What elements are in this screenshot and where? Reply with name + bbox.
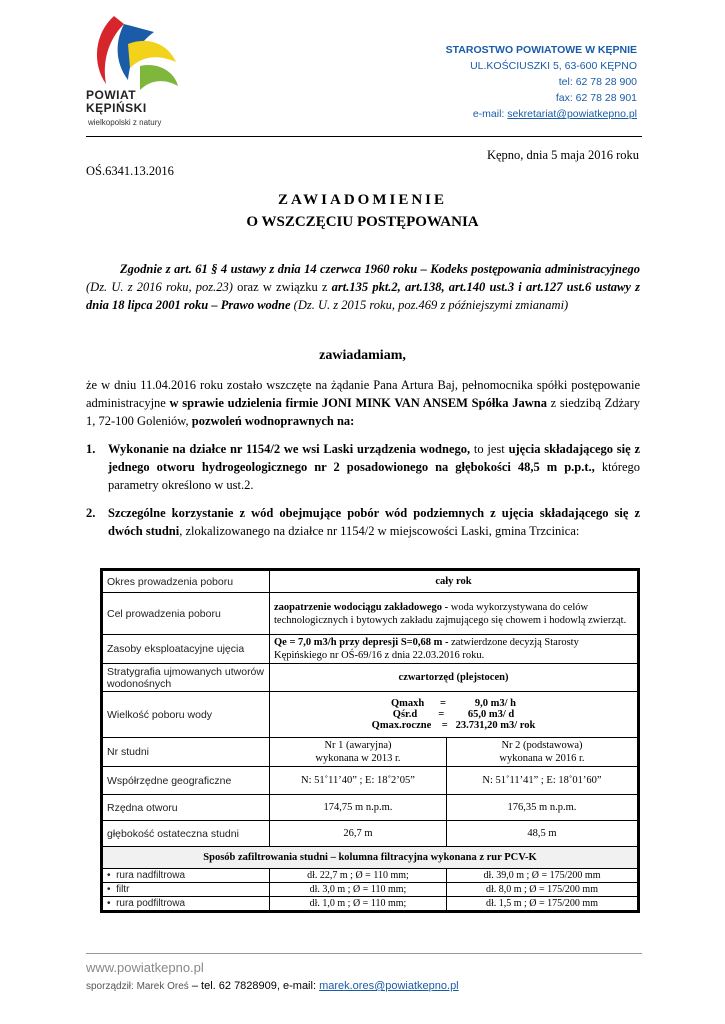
cell: N: 51˚11’40” ; E: 18˚2’05” xyxy=(270,767,447,795)
table-row xyxy=(103,635,638,664)
notice-heading: zawiadamiam, xyxy=(319,348,406,363)
bullet-icon: • xyxy=(107,898,111,909)
cell: dł. 1,0 m ; Ø = 110 mm; xyxy=(270,897,447,911)
cell: 174,75 m n.p.m. xyxy=(270,795,447,821)
prepared-by-phone: – tel. 62 7828909, e-mail: xyxy=(188,980,320,992)
table-row xyxy=(103,571,638,593)
table-row xyxy=(103,795,638,821)
legal-text: (Dz. U. z 2015 roku, poz.469 z późniejszymi zmianami) xyxy=(290,298,569,312)
list-number: 1. xyxy=(86,442,96,456)
prepared-by-email-link[interactable]: marek.ores@powiatkepno.pl xyxy=(319,980,459,992)
cell: 48,5 m xyxy=(446,821,637,847)
item-text: , zlokalizowanego na działce nr 1154/2 w miejscowości Laski, gmina Trzcinica: xyxy=(179,524,580,538)
table-row xyxy=(103,897,638,911)
cell: 26,7 m xyxy=(270,821,447,847)
row-label: głębokość ostateczna studni xyxy=(103,821,270,847)
row-value xyxy=(270,593,638,635)
filter-label: rura podfiltrowa xyxy=(116,898,185,909)
legal-text: art.135 pkt.2, art.138, art.140 ust.3 i art.127 ust.6 ustawy z dnia 18 lipca 2001 roku – Prawo wodne xyxy=(86,280,640,312)
row-label xyxy=(103,869,270,883)
reference-number: OŚ.6341.13.2016 xyxy=(86,164,174,178)
item-text: Szczególne korzystanie z wód obejmujące pobór wód podziemnych z ujęcia składającego się z dwóch studni xyxy=(108,506,640,538)
org-email-link[interactable]: sekretariat@powiatkepno.pl xyxy=(507,108,637,120)
header-divider xyxy=(86,136,642,137)
row-label xyxy=(103,897,270,911)
table-row xyxy=(103,593,638,635)
intro-text: pozwoleń wodnoprawnych na: xyxy=(191,414,355,428)
org-phone: tel: 62 78 28 900 xyxy=(558,76,637,88)
intro-text: z siedzibą Zdżary 1, 72-100 Goleniów, xyxy=(86,396,640,428)
logo-text: KĘPIŃSKI xyxy=(86,101,147,115)
well-text: wykonana w 2016 r. xyxy=(499,753,585,764)
flow-avg-daily: Qśr.d = 65,0 m3/ d xyxy=(392,709,515,720)
flow-max-annual: Qmax.roczne = 23.731,20 m3/ rok xyxy=(371,720,536,731)
intro-paragraph xyxy=(86,376,640,430)
table-row xyxy=(103,821,638,847)
value-text: Qe = 7,0 m3/h przy depresji S=0,68 m - xyxy=(274,637,449,648)
bullet-icon: • xyxy=(107,870,111,881)
well-text: Nr 1 (awaryjna) xyxy=(324,740,392,751)
item-text: to jest xyxy=(470,442,509,456)
cell: dł. 39,0 m ; Ø = 175/200 mm xyxy=(446,869,637,883)
table-row xyxy=(103,692,638,738)
filter-header: Sposób zafiltrowania studni – kolumna filtracyjna wykonana z rur PCV-K xyxy=(103,847,638,869)
item-text: którego parametry określono w ust.2. xyxy=(108,460,641,492)
value-text: zatwierdzone decyzją Starosty Kępińskiego nr OŚ-69/16 z dnia 22.03.2016 roku. xyxy=(274,637,579,661)
legal-text: (Dz. U. z 2016 roku, poz.23) xyxy=(86,280,233,294)
row-label: Współrzędne geograficzne xyxy=(103,767,270,795)
row-label: Rzędna otworu xyxy=(103,795,270,821)
legal-text: oraz w związku z xyxy=(232,280,332,294)
footer-website[interactable]: www.powiatkepno.pl xyxy=(86,960,204,975)
intro-text: w sprawie udzielenia firmie JONI MINK VAN ANSEM Spółka Jawna xyxy=(169,396,547,410)
value-text: zaopatrzenie wodociągu zakładowego - xyxy=(274,601,449,613)
row-label: Nr studni xyxy=(103,738,270,767)
legal-text: Zgodnie z art. 61 § 4 ustawy z dnia 14 czerwca 1960 roku – Kodeks postępowania administracyjnego xyxy=(120,262,640,276)
row-value: cały rok xyxy=(270,571,638,593)
document-subtitle: O WSZCZĘCIU POSTĘPOWANIA xyxy=(246,214,479,230)
well-text: wykonana w 2013 r. xyxy=(315,753,401,764)
row-label: Zasoby eksploatacyjne ujęcia xyxy=(103,635,270,664)
value-text: woda wykorzystywana do celów technologicznych i bytowych zakładu zajmującego się chowem i hodowlą zwierząt. xyxy=(274,601,627,626)
list-item xyxy=(86,440,640,494)
table-row xyxy=(103,847,638,869)
org-address: UL.KOŚCIUSZKI 5, 63-600 KĘPNO xyxy=(470,60,637,72)
item-text: Wykonanie na działce nr 1154/2 we wsi Laski urządzenia wodnego, xyxy=(108,442,471,456)
flow-max-hourly: Qmaxh = 9,0 m3/ h xyxy=(391,698,516,709)
bullet-icon: • xyxy=(107,884,111,895)
row-label: Okres prowadzenia poboru xyxy=(103,571,270,593)
row-value xyxy=(270,635,638,664)
row-label: Wielkość poboru wody xyxy=(103,692,270,738)
org-name: STAROSTWO POWIATOWE W KĘPNIE xyxy=(445,44,637,56)
table-row xyxy=(103,664,638,692)
footer-prepared-by xyxy=(86,980,459,992)
org-fax: fax: 62 78 28 901 xyxy=(555,92,637,104)
footer-divider xyxy=(86,953,642,954)
document-title: ZAWIADOMIENIE xyxy=(277,192,448,208)
well-text: Nr 2 (podstawowa) xyxy=(501,740,583,751)
logo-tagline: wielkopolski z natury xyxy=(88,118,162,127)
filter-label: rura nadfiltrowa xyxy=(116,870,185,881)
table-row xyxy=(103,883,638,897)
well-2 xyxy=(446,738,637,767)
table-row xyxy=(103,869,638,883)
cell: dł. 22,7 m ; Ø = 110 mm; xyxy=(270,869,447,883)
row-value: czwartorzęd (plejstocen) xyxy=(270,664,638,692)
well-1 xyxy=(270,738,447,767)
place-date: Kępno, dnia 5 maja 2016 roku xyxy=(486,148,639,162)
list-item xyxy=(86,504,640,540)
table-row xyxy=(103,767,638,795)
list-number: 2. xyxy=(86,506,96,520)
email-label: e-mail: xyxy=(472,108,508,120)
legal-basis-paragraph xyxy=(86,260,640,314)
parameters-table xyxy=(102,570,638,911)
row-value xyxy=(270,692,638,738)
item-text: ujęcia składającego się z jednego otworu hydrogeologicznego nr 2 posadowionego na głębokości 48,5 m p.p.t., xyxy=(108,442,641,474)
row-label xyxy=(103,883,270,897)
filter-label: filtr xyxy=(116,884,130,895)
cell: 176,35 m n.p.m. xyxy=(446,795,637,821)
cell: dł. 8,0 m ; Ø = 175/200 mm xyxy=(446,883,637,897)
header-contact xyxy=(446,42,637,122)
row-label: Cel prowadzenia poboru xyxy=(103,593,270,635)
table-row xyxy=(103,738,638,767)
prepared-by-name: sporządził: Marek Oreś xyxy=(86,981,189,992)
cell: N: 51˚11’41” ; E: 18˚01’60” xyxy=(446,767,637,795)
intro-text: że w dniu 11.04.2016 roku zostało wszczęte na żądanie Pana Artura Baj, pełnomocnika spółki postępowanie administracyjne xyxy=(86,378,640,410)
cell: dł. 1,5 m ; Ø = 175/200 mm xyxy=(446,897,637,911)
logo-text: POWIAT xyxy=(86,88,137,102)
row-label: Stratygrafia ujmowanych utworów wodonośnych xyxy=(103,664,270,692)
org-email-line xyxy=(446,106,637,122)
cell: dł. 3,0 m ; Ø = 110 mm; xyxy=(270,883,447,897)
